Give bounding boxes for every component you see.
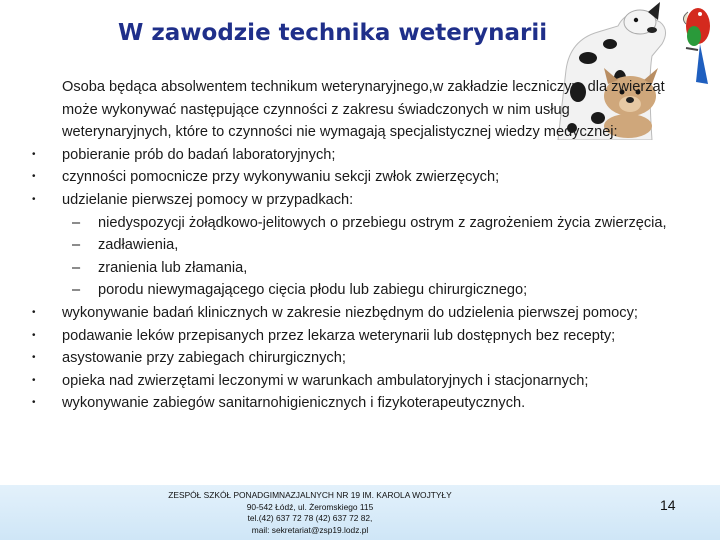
- list-item-text: wykonywanie badań klinicznych w zakresie niezbędnym do udzielenia pierwszej pomocy;: [62, 304, 638, 321]
- dash: –: [72, 282, 81, 299]
- bullet: •: [32, 374, 36, 386]
- list-item-text: opieka nad zwierzętami leczonymi w warunkach ambulatoryjnych i stacjonarnych;: [62, 372, 589, 389]
- intro-paragraph: Osoba będąca absolwentem technikum weterynaryjnego,w zakładzie leczniczym dla zwierząt może wykonywać następujące czynności z zakresu świadczonych w nim usług weterynaryjnych, które to czynności nie wymagają specjalistycznej wiedzy medycznej:: [62, 79, 665, 141]
- slide-title: W zawodzie technika weterynarii: [118, 20, 548, 46]
- school-phone: tel.(42) 637 72 78 (42) 637 72 82,: [247, 513, 373, 523]
- school-info: [160, 490, 460, 536]
- list-item: [30, 392, 670, 415]
- sub-list-item: [30, 234, 670, 257]
- sub-list-item-text: niedyspozycji żołądkowo-jelitowych o przebiegu ostrym z zagrożeniem życia zwierzęcia,: [98, 214, 667, 231]
- bullet: •: [32, 171, 36, 183]
- school-email: mail: sekretariat@zsp19.lodz.pl: [251, 524, 369, 535]
- dash: –: [72, 259, 81, 276]
- bullet: •: [32, 352, 36, 364]
- sub-list-item-text: zadławienia,: [98, 237, 179, 254]
- main-content: [30, 76, 670, 415]
- list-item-text: czynności pomocnicze przy wykonywaniu sekcji zwłok zwierzęcych;: [62, 169, 500, 186]
- list-item-text: pobieranie prób do badań laboratoryjnych;: [62, 146, 336, 163]
- bullet: •: [32, 193, 36, 205]
- school-address: 90-542 Łódź, ul. Żeromskiego 115: [246, 501, 374, 512]
- parrot-image: [683, 8, 710, 84]
- bullet: •: [32, 148, 36, 160]
- sub-list-item-text: porodu niewymagającego cięcia płodu lub zabiegu chirurgicznego;: [98, 282, 528, 299]
- bullet: •: [32, 329, 36, 341]
- sub-list-item: [30, 257, 670, 280]
- school-name: ZESPÓŁ SZKÓŁ PONADGIMNAZJALNYCH NR 19 IM. KAROLA WOJTYŁY: [168, 490, 452, 500]
- list-item-text: asystowanie przy zabiegach chirurgicznych;: [62, 350, 346, 367]
- list-item: [30, 325, 670, 348]
- sub-list-item: [30, 212, 670, 235]
- list-item: [30, 166, 670, 189]
- page-number: 14: [660, 497, 676, 513]
- sub-list-item-text: zranienia lub złamania,: [98, 259, 248, 276]
- bullet: •: [32, 397, 36, 409]
- dash: –: [72, 214, 81, 231]
- dash: –: [72, 237, 81, 254]
- list-item-text: udzielanie pierwszej pomocy w przypadkach:: [62, 191, 354, 208]
- list-item-text: podawanie leków przepisanych przez lekarza weterynarii lub dostępnych bez recepty;: [62, 327, 616, 344]
- list-item: [30, 144, 670, 167]
- list-item: [30, 347, 670, 370]
- list-item: [30, 189, 670, 212]
- list-item: [30, 370, 670, 393]
- sub-list-item: [30, 279, 670, 302]
- footer: [0, 485, 720, 540]
- bullet: •: [32, 306, 36, 318]
- list-item-text: wykonywanie zabiegów sanitarnohigienicznych i fizykoterapeutycznych.: [62, 395, 526, 412]
- list-item: [30, 302, 670, 325]
